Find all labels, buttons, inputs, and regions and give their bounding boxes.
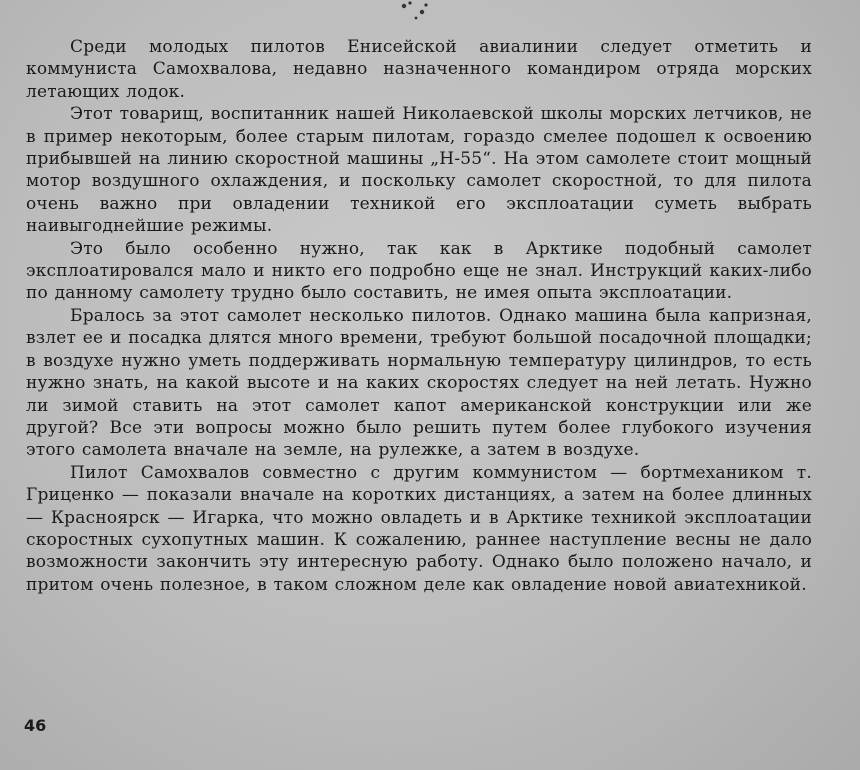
paragraph: Это было особенно нужно, так как в Арктике подобный самолет эксплоатировался мало и никто его подробно еще не знал. Инструкций каких-либо по данному самолету трудно было составить, не имея опыта эксплоатации. — [26, 238, 812, 304]
page-number: 46 — [24, 716, 47, 735]
paragraph: Бралось за этот самолет несколько пилотов. Однако машина была капризная, взлет ее и посадка длятся много времени, требуют большой посадочной площадки; в воздухе нужно уметь поддерживать нормальную температуру цилиндров, то есть нужно знать, на какой высоте и на каких скоростях следует на ней летать. Нужно ли зимой ставить на этот самолет капот американской конструкции или же другой? Все эти вопросы можно было решить путем более глубокого изучения этого самолета вначале на земле, на рулежке, а затем в воздухе. — [26, 305, 812, 461]
paragraph: Пилот Самохвалов совместно с другим коммунистом — бортмехаником т. Гриценко — показали вначале на коротких дистанциях, а затем на более длинных — Красноярск — Игарка, что можно овладеть и в Арктике техникой эксплоатации скоростных сухопутных машин. К сожалению, раннее наступление весны не дало возможности закончить эту интересную работу. Однако было положено начало, и притом очень полезное, в таком сложном деле как овладение новой авиатехникой. — [26, 462, 812, 595]
paragraph: Среди молодых пилотов Енисейской авиалинии следует отметить и коммуниста Самохвалова, недавно назначенного командиром отряда морских летающих лодок. — [26, 37, 812, 102]
ornament-icon — [386, 0, 446, 22]
paragraph: Этот товарищ, воспитанник нашей Николаевской школы морских летчиков, не в пример некоторым, более старым пилотам, гораздо смелее подошел к освоению прибывшей на линию скоростной машины „Н-55“. На этом самолете стоит мощный мотор воздушного охлаждения, и поскольку самолет скоростной, то для пилота очень важно при овладении техникой его эксплоатации суметь выбрать наивыгоднейшие режимы. — [26, 104, 812, 237]
main-text — [26, 36, 812, 596]
